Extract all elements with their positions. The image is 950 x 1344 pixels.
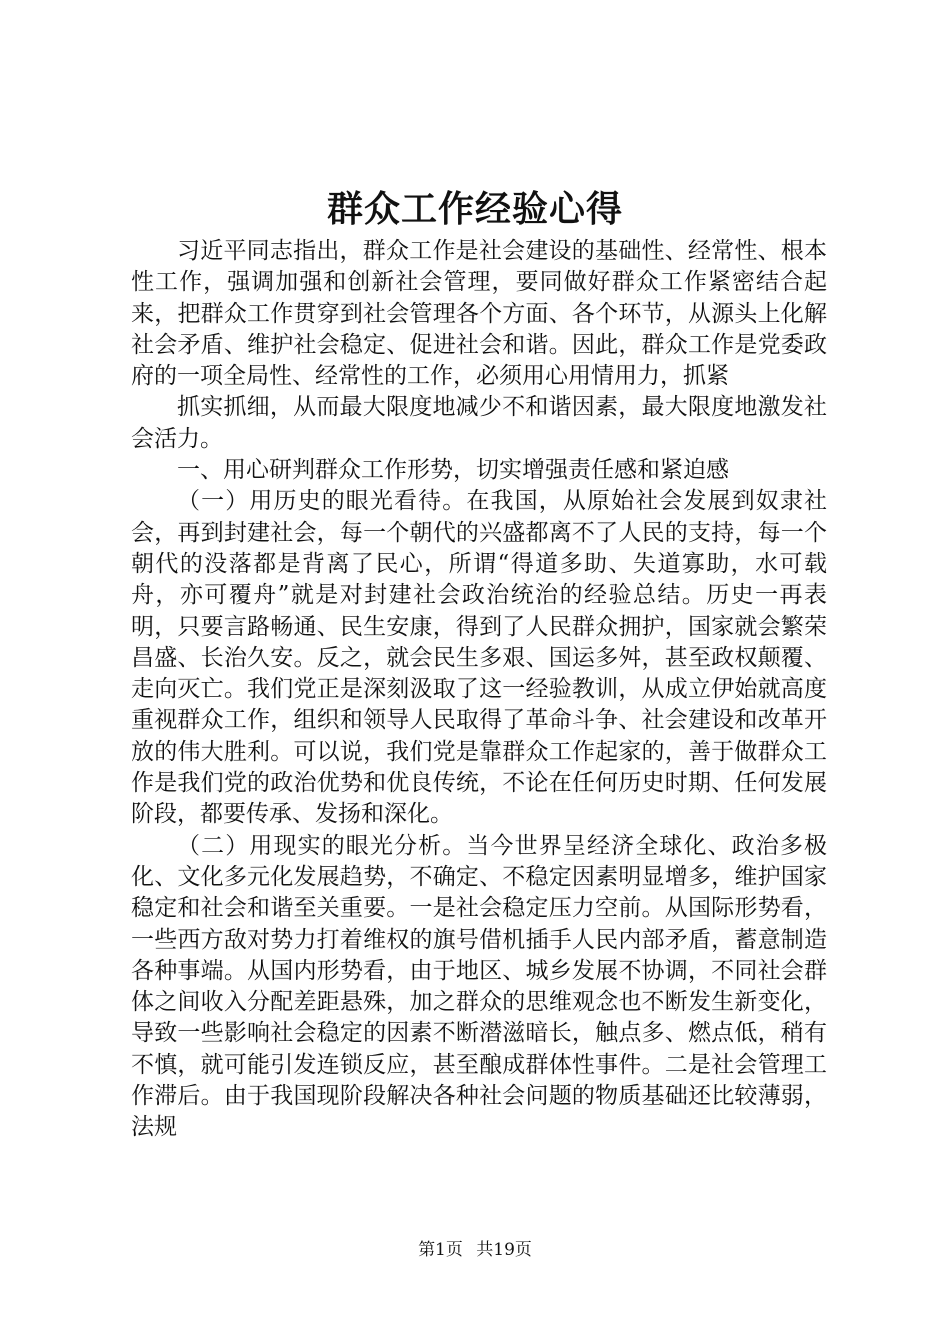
document-title: 群众工作经验心得 [326, 188, 623, 230]
paragraph-intro: 习近平同志指出，群众工作是社会建设的基础性、经常性、根本性工作，强调加强和创新社会管理，要同做好群众工作紧密结合起来，把群众工作贯穿到社会管理各个方面、各个环节，从源头上化解社会矛盾、维护社会稳定、促进社会和谐。因此，群众工作是党委政府的一项全局性、经常性的工作，必须用心用情用力，抓紧 [131, 238, 827, 390]
page-footer [0, 1238, 950, 1262]
paragraph-history: （一）用历史的眼光看待。在我国，从原始社会发展到奴隶社会，再到封建社会，每一个朝代的兴盛都离不了人民的支持，每一个朝代的没落都是背离了民心，所谓“得道多助、失道寡助，水可载舟，亦可覆舟”就是对封建社会政治统治的经验总结。历史一再表明，只要言路畅通、民生安康，得到了人民群众拥护，国家就会繁荣昌盛、长治久安。反之，就会民生多艰、国运多舛，甚至政权颠覆、走向灭亡。我们党正是深刻汲取了这一经验教训，从成立伊始就高度重视群众工作，组织和领导人民取得了革命斗争、社会建设和改革开放的伟大胜利。可以说，我们党是靠群众工作起家的，善于做群众工作是我们党的政治优势和优良传统，不论在任何历史时期、任何发展阶段，都要传承、发扬和深化。 [131, 488, 827, 828]
page-total: 共19页 [476, 1240, 532, 1260]
paragraph-continuation: 抓实抓细，从而最大限度地减少不和谐因素，最大限度地激发社会活力。 [131, 394, 827, 452]
page-number: 第1页 [418, 1240, 463, 1260]
document-body [131, 236, 827, 1144]
paragraph-reality: （二）用现实的眼光分析。当今世界呈经济全球化、政治多极化、文化多元化发展趋势，不确定、不稳定因素明显增多，维护国家稳定和社会和谐至关重要。一是社会稳定压力空前。从国际形势看，一些西方敌对势力打着维权的旗号借机插手人民内部矛盾，蓄意制造各种事端。从国内形势看，由于地区、城乡发展不协调，不同社会群体之间收入分配差距悬殊，加之群众的思维观念也不断发生新变化，导致一些影响社会稳定的因素不断潜滋暗长，触点多、燃点低，稍有不慎，就可能引发连锁反应，甚至酿成群体性事件。二是社会管理工作滞后。由于我国现阶段解决各种社会问题的物质基础还比较薄弱，法规 [131, 832, 827, 1141]
section-heading-1: 一、用心研判群众工作形势，切实增强责任感和紧迫感 [177, 457, 729, 484]
